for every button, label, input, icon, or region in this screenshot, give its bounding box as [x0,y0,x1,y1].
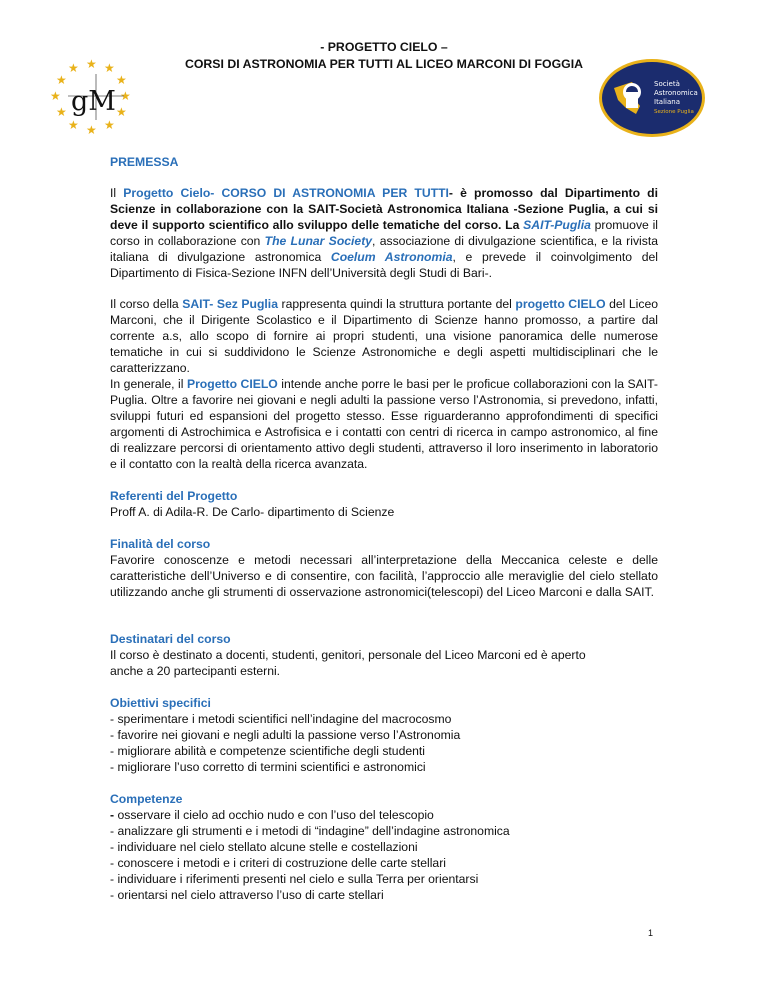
text-run: osservare il cielo ad occhio nudo e con l’uso del telescopio [114,808,434,822]
svg-text:★: ★ [56,73,67,87]
corso-title-highlight: - CORSO DI ASTRONOMIA PER TUTTI [210,186,449,200]
text-run: promuove il corso in collaborazione con [110,217,658,248]
text-run: intende anche porre le basi per le proficue collaborazioni con la SAIT- Puglia. Oltre a favorire nei giovani e negli adulti la passione verso l’Astronomia, si prevedono, infatti, sviluppi futuri ed espansioni del progetto stesso. Esse riguarderanno approfondimenti di specifici argomenti di Astrochimica e Astrofisica e i contatti con centri di ricerca in campo astronomico, al fine di realizzare percorsi di orientamento attivo degli studenti, attraverso il loro inserimento in laboratorio e il contatto con la realtà della ricerca avanzata. [110,377,658,471]
obiettivi-item: - migliorare l’uso corretto di termini scientifici e astronomici [110,760,426,774]
text-run: Il corso della [110,297,183,311]
title-line-2: CORSI DI ASTRONOMIA PER TUTTI AL LICEO MARCONI DI FOGGIA [184,57,584,71]
svg-text:★: ★ [104,61,115,75]
progetto-cielo-highlight: Progetto Cielo [123,186,211,200]
text-run: del Liceo Marconi, che il Dirigente Scolastico e il Dipartimento di Scienze hanno promosso, a partire dal corrente a.s, allo scopo di fornire ai propri studenti, una visione panoramica delle numerose tematiche in cui si suddividono le Scienze Astronomiche e degli aspetti multidisciplinari che le caratterizzano. [110,297,659,375]
svg-text:★: ★ [56,105,67,119]
competenze-item: - analizzare gli strumenti e i metodi di “indagine” dell’indagine astronomica [110,824,510,838]
competenze-item: - individuare i riferimenti presenti nel cielo e sulla Terra per orientarsi [110,872,479,886]
coelum-highlight: Coelum Astronomia [330,249,453,264]
competenze-item: - individuare nel cielo stellato alcune stelle e costellazioni [110,840,418,854]
competenze-item: - orientarsi nel cielo attraverso l’uso di carte stellari [110,888,384,902]
sait-puglia-logo [598,58,706,138]
text-run: rappresenta quindi la struttura portante del [277,297,516,311]
svg-text:★: ★ [120,89,131,103]
svg-text:★: ★ [86,57,97,71]
gm-logo-text: gM [71,86,116,117]
gm-logo [44,56,138,138]
text-run: , e prevede il coinvolgimento del Dipartimento di Fisica-Sezione INFN dell’Università degli Studi di Bari-. [110,249,658,280]
premessa-paragraph-1 [110,186,658,281]
competenze-heading: Competenze [110,792,183,806]
obiettivi-item: - migliorare abilità e competenze scientifiche degli studenti [110,744,426,758]
title-line-1: - PROGETTO CIELO – [320,40,448,54]
premessa-heading: PREMESSA [110,155,179,169]
svg-text:★: ★ [50,89,61,103]
finalita-text: Favorire conoscenze e metodi necessari all’interpretazione della Meccanica celeste e delle caratteristiche dell’Universo e di consentire, con facilità, l’approccio alle meraviglie del cielo stellato utilizzando anche gli strumenti di osservazione astronomici(telescopi) del Liceo Marconi e dalla SAIT. [110,553,658,599]
destinatari-line-1: Il corso è destinato a docenti, studenti, genitori, personale del Liceo Marconi ed è aperto [110,648,586,662]
text-run: - è promosso dal Dipartimento di Scienze in collaborazione con la SAIT-Società Astronomica Italiana -Sezione Puglia, a cui si deve il supporto scientifico allo sviluppo delle tematiche del corso. La [110,186,658,232]
lunar-society-highlight: The Lunar Society [264,233,373,248]
premessa-paragraph-3 [110,377,658,472]
text-run: , associazione di divulgazione scientifica, e la rivista italiana di divulgazione astronomica [110,233,659,264]
competenze-item: - conoscere i metodi e i criteri di costruzione delle carte stellari [110,856,446,870]
svg-text:★: ★ [116,73,127,87]
svg-text:★: ★ [68,118,79,132]
finalita-heading: Finalità del corso [110,537,211,551]
sait-sez-puglia-highlight: SAIT- Sez Puglia [182,297,278,311]
destinatari-heading: Destinatari del corso [110,632,231,646]
obiettivi-item: - favorire nei giovani e negli adulti la passione verso l’Astronomia [110,728,461,742]
svg-text:★: ★ [86,123,97,137]
obiettivi-heading: Obiettivi specifici [110,696,211,710]
sait-logo-line-1: Società [654,80,680,88]
referenti-text: Proff A. di Adila-R. De Carlo- dipartimento di Scienze [110,505,395,519]
progetto-cielo-highlight: progetto CIELO [515,297,606,311]
text-run: Il [110,186,124,200]
text-run: In generale, il [110,377,187,391]
bullet-dash: - [110,808,115,822]
svg-text:★: ★ [116,105,127,119]
destinatari-line-2: anche a 20 partecipanti esterni. [110,664,281,678]
referenti-heading: Referenti del Progetto [110,489,238,503]
svg-text:★: ★ [68,61,79,75]
sait-logo-line-3: Italiana [654,98,681,106]
page-number: 1 [648,928,654,938]
competenze-item [110,808,670,824]
obiettivi-item: - sperimentare i metodi scientifici nell’indagine del macrocosmo [110,712,452,726]
premessa-paragraph-2 [110,297,658,377]
sait-logo-line-2: Astronomica [654,89,698,97]
sait-logo-line-4: Sezione Puglia [654,109,694,115]
svg-text:★: ★ [104,118,115,132]
progetto-cielo-highlight: Progetto CIELO [186,377,278,391]
sait-puglia-highlight: SAIT-Puglia [523,217,591,232]
